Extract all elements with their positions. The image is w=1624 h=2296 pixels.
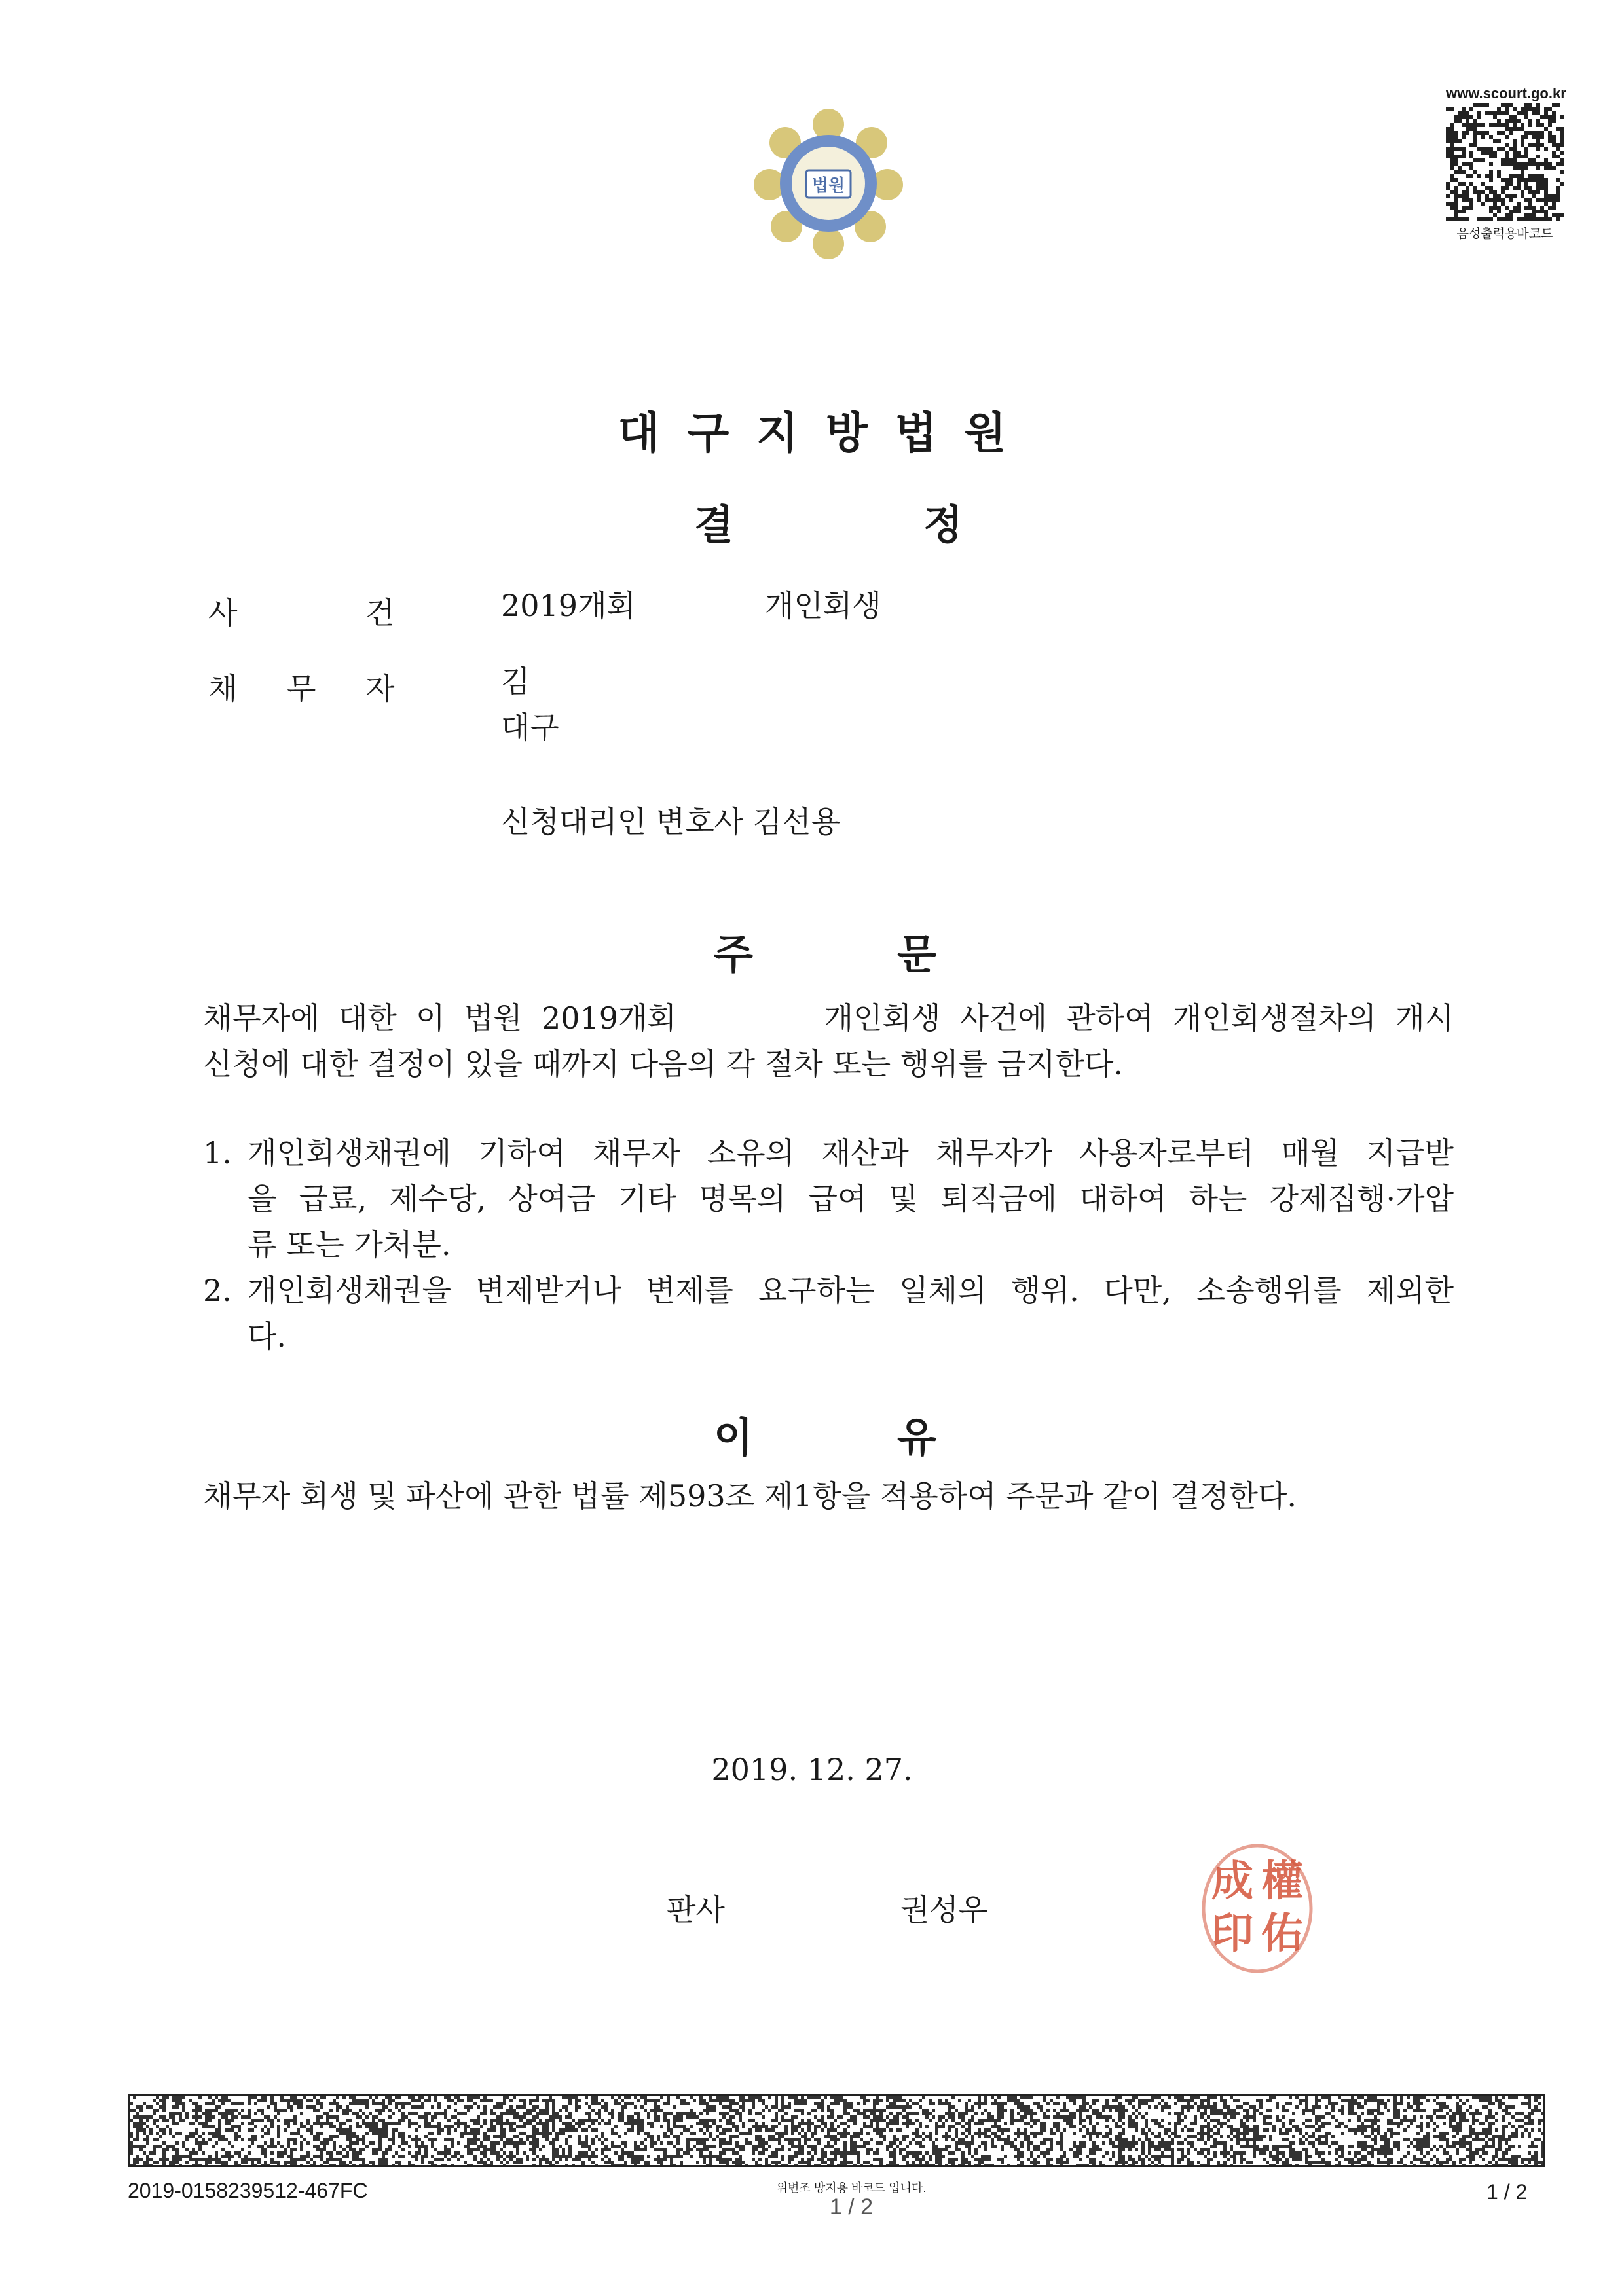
page-indicator-center: 1 / 2 [829,2195,874,2219]
document-number: 2019-0158239512-467FC [128,2179,368,2202]
reason-heading-left: 이 [714,1413,753,1461]
debtor-label-char1: 채 [208,671,238,706]
debtor-name: 김 [501,664,530,699]
judge-name: 권성우 [900,1892,988,1927]
debtor-address: 대구 [501,710,559,745]
court-emblem [750,105,907,262]
order-item-2-line1: 개인회생채권을 변제받거나 변제를 요구하는 일체의 행위. 다만, 소송행위를 제외한 [248,1273,1454,1308]
svg-text:佑: 佑 [1261,1909,1303,1958]
svg-text:權: 權 [1261,1857,1303,1906]
qr-caption: 음성출력용바코드 [1456,227,1553,241]
case-type: 개인회생 [765,588,881,623]
judge-seal-stamp [1198,1840,1316,1977]
doc-title-left: 결 [694,501,733,549]
order-item-2-line2: 다. [248,1319,287,1354]
debtor-label-char3: 자 [365,671,395,706]
court-name: 대구지방법원 [618,408,1034,458]
order-item-1-line3: 류 또는 가처분. [248,1227,451,1262]
order-item-1-line2: 을 급료, 제수당, 상여금 기타 명목의 급여 및 퇴직금에 대하여 하는 강제집행·가압 [248,1181,1454,1216]
order-heading-right: 문 [897,930,936,978]
case-label-char1: 사 [208,595,238,630]
anti-forgery-note: 위변조 방지용 바코드 입니다. [776,2181,927,2195]
reason-heading-right: 유 [897,1413,936,1461]
reason-text: 채무자 회생 및 파산에 관한 법률 제593조 제1항을 적용하여 주문과 같이 결정한다. [203,1478,1297,1514]
debtor-label-char2: 무 [287,671,316,706]
voice-output-barcode [1446,103,1564,221]
page-indicator-right: 1 / 2 [1486,2180,1528,2204]
svg-text:成: 成 [1211,1857,1253,1906]
order-item-1-number: 1. [203,1135,232,1171]
decision-date: 2019. 12. 27. [711,1752,913,1787]
order-heading-left: 주 [714,930,753,978]
case-number: 2019개회 [501,588,636,623]
anti-forgery-barcode [128,2094,1545,2167]
case-label-char2: 건 [365,595,395,630]
judge-title: 판사 [667,1892,725,1927]
svg-text:印: 印 [1211,1909,1253,1958]
order-intro-line1: 채무자에 대한 이 법원 2019개회 개인회생 사건에 관하여 개인회생절차의 개시 [203,1000,1454,1036]
seal-label: 법원 [811,176,845,196]
qr-url: www.scourt.go.kr [1446,85,1566,101]
order-intro-line2: 신청에 대한 결정이 있을 때까지 다음의 각 절차 또는 행위를 금지한다. [203,1046,1124,1082]
doc-title-right: 정 [923,501,963,549]
order-item-1-line1: 개인회생채권에 기하여 채무자 소유의 재산과 채무자가 사용자로부터 매월 지급받 [248,1135,1454,1171]
applicant-agent: 신청대리인 변호사 김선용 [501,804,841,839]
order-item-2-number: 2. [203,1273,232,1308]
